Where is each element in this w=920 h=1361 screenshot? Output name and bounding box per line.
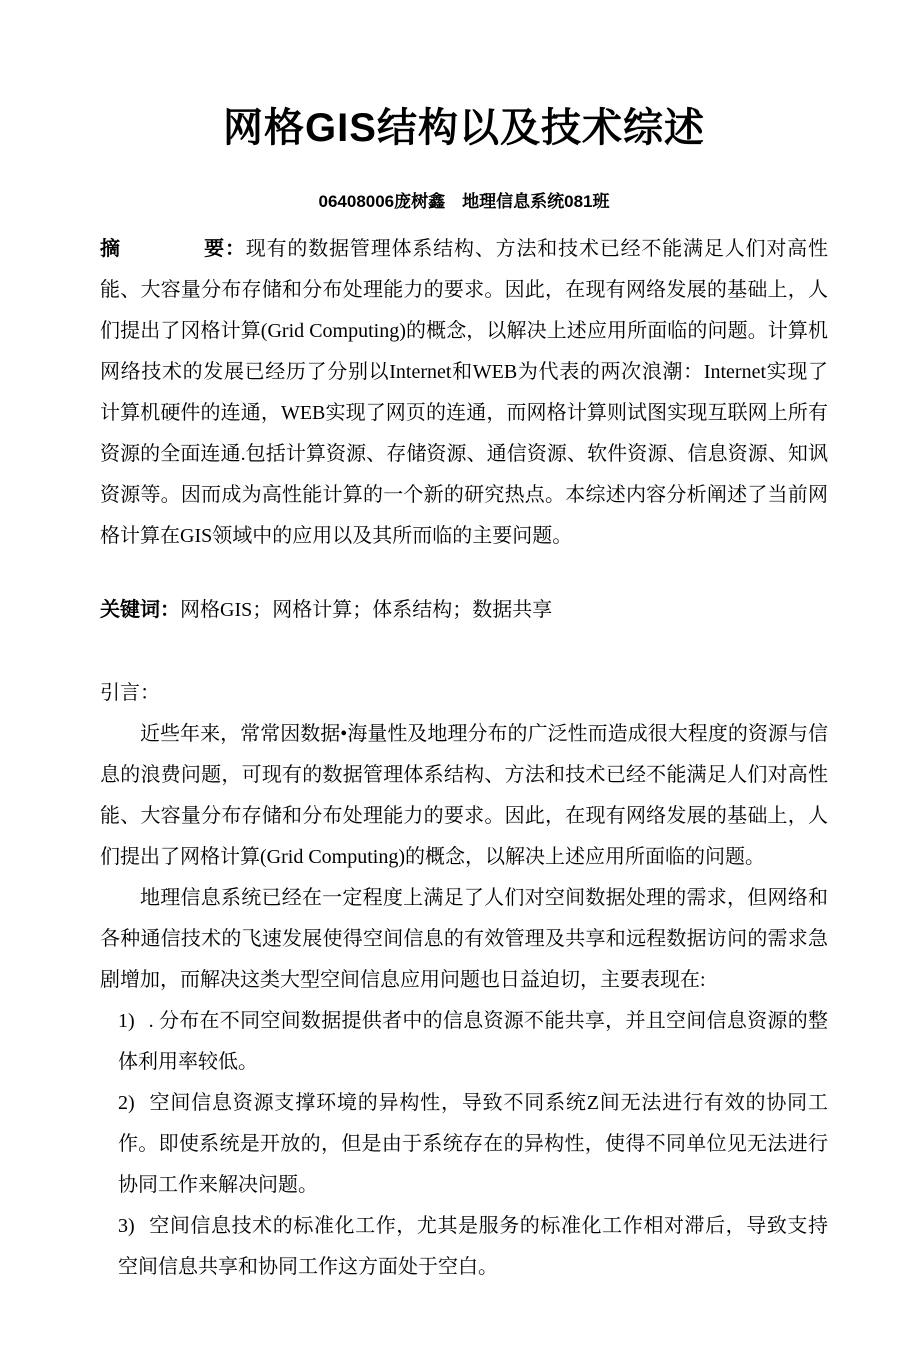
numbered-list xyxy=(118,1001,828,1288)
list-item-marker: 2) xyxy=(118,1092,135,1115)
intro-paragraph: 地理信息系统已经在一定程度上满足了人们对空间数据处理的需求，但网络和各种通信技术的飞速发展使得空间信息的有效管理及共享和远程数据访问的需求急剧增加，而解决这类大型空间信息应用问题也日益迫切，主要表现在: xyxy=(100,887,828,992)
keywords-label: 关键词： xyxy=(100,599,180,622)
keywords-text: 网格GIS；网格计算；体系结构；数据共享 xyxy=(180,599,553,622)
abstract-paragraph xyxy=(100,229,828,557)
list-item-marker: 3) xyxy=(118,1215,135,1238)
keywords-line xyxy=(100,590,828,631)
list-item xyxy=(118,1083,828,1206)
list-item xyxy=(118,1206,828,1288)
author-byline: 06408006庞树鑫 地理信息系统081班 xyxy=(318,192,610,211)
list-item-marker: 1) xyxy=(118,1010,135,1033)
page-title: 网格GIS结构以及技术综述 xyxy=(223,106,705,150)
list-item-text: . 分布在不同空间数据提供者中的信息资源不能共享，并且空间信息资源的整体利用率较低。 xyxy=(118,1010,828,1074)
introduction-paragraphs xyxy=(100,714,828,1001)
document-body xyxy=(100,229,828,1288)
abstract-label: 摘 要： xyxy=(100,238,246,261)
intro-paragraph: 近些年来，常常因数据•海量性及地理分布的广泛性而造成很大程度的资源与信息的浪费问题，可现有的数据管理体系结构、方法和技术已经不能满足人们对高性能、大容量分布存储和分布处理能力的要求。因此，在现有网络发展的基础上，人们提出了网格计算(Grid Computing)的概念，以解决上述应用所面临的问题。 xyxy=(100,723,828,869)
list-item-text: 空间信息技术的标准化工作，尤其是服务的标准化工作相对滞后，导致支持空间信息共享和协同工作这方面处于空白。 xyxy=(118,1215,828,1279)
introduction-heading: 引言： xyxy=(100,682,160,705)
abstract-text: 现有的数据管理体系结构、方法和技术已经不能满足人们对高性能、大容量分布存储和分布处理能力的要求。因此，在现有网络发展的基础上，人们提出了冈格计算(Grid Computing)的概念，以解决上述应用所面临的问题。计算机网络技术的发展已经历了分别以Internet和WEB为代表的两次浪潮：Internet实现了计算机硬件的连通，WEB实现了网页的连通，而网格计算则试图实现互联网上所有资源的全面连通.包括计算资源、存储资源、通信资源、软件资源、信息资源、知讽资源等。因而成为高性能计算的一个新的研究热点。本综述内容分析阐述了当前网格计算在GIS领域中的应用以及其所而临的主要问题。 xyxy=(100,238,829,548)
list-item-text: 空间信息资源支撑环境的异构性，导致不同系统Z间无法进行有效的协同工作。即使系统是开放的，但是由于系统存在的异构性，使得不同单位见无法进行协同工作来解决问题。 xyxy=(118,1092,828,1197)
list-item xyxy=(118,1001,828,1083)
